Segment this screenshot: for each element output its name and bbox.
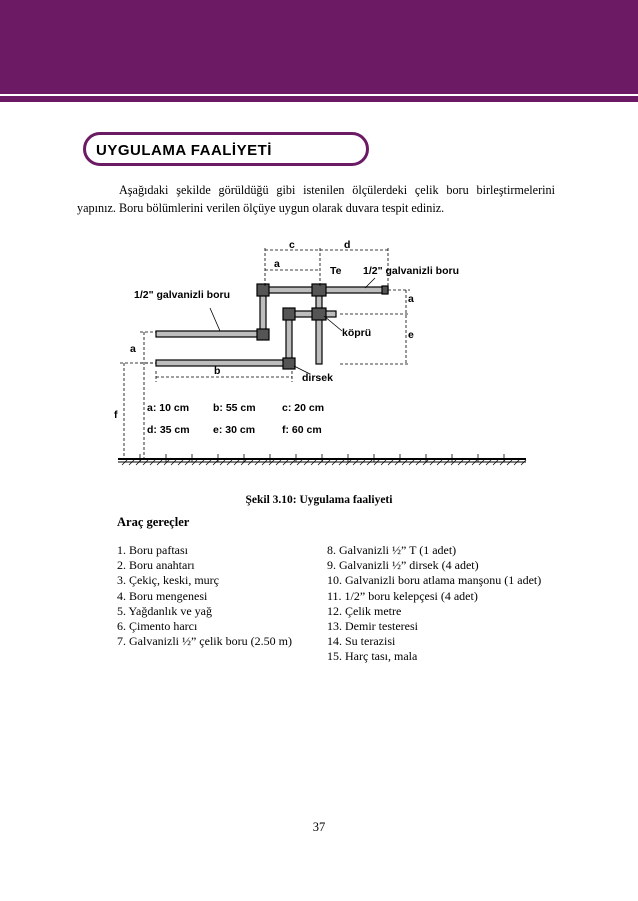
intro-paragraph (77, 181, 555, 217)
list-item: 10. Galvanizli boru atlama manşonu (1 adet) (327, 573, 542, 588)
label-dim-d: d (344, 239, 351, 251)
list-item: 8. Galvanizli ½” T (1 adet) (327, 543, 457, 557)
header-band (0, 0, 638, 94)
list-item: 4. Boru mengenesi (117, 588, 208, 603)
list-item: 15. Harç tası, mala (327, 649, 418, 664)
list-item: 2. Boru anahtarı (117, 558, 195, 573)
list-item: 9. Galvanizli ½” dirsek (4 adet) (327, 558, 479, 573)
measurement-d: d: 35 cm (147, 424, 190, 436)
list-item: 12. Çelik metre (327, 603, 402, 618)
list-item: 5. Yağdanlık ve yağ (117, 603, 212, 618)
list-item: 13. Demir testeresi (327, 619, 418, 634)
list-item: 1. Boru paftası (117, 543, 188, 557)
measurement-e: e: 30 cm (213, 424, 256, 436)
label-pipe-left: 1/2" galvanizli boru (134, 289, 231, 301)
figure-caption: Şekil 3.10: Uygulama faaliyeti (245, 494, 393, 506)
label-dim-a-right: a (408, 293, 414, 305)
tools-list-right (327, 543, 541, 665)
label-bridge: köprü (342, 327, 372, 339)
pipe-figure (110, 236, 530, 474)
measurement-c: c: 20 cm (282, 402, 325, 414)
label-dim-b: b (214, 365, 221, 377)
page-number: 37 (312, 820, 326, 834)
label-dim-e: e (408, 329, 414, 341)
tools-title: Araç gereçler (117, 515, 190, 529)
list-item: 7. Galvanizli ½” çelik boru (2.50 m) (117, 634, 292, 649)
activity-title: UYGULAMA FAALİYETİ (96, 142, 272, 159)
list-item: 6. Çimento harcı (117, 619, 198, 634)
label-pipe-right: 1/2" galvanizli boru (363, 265, 460, 277)
intro-line-2: yapınız. Boru bölümlerini verilen ölçüye uygun olarak duvara tespit ediniz. (77, 201, 445, 215)
list-item: 14. Su terazisi (327, 634, 396, 649)
ground (118, 454, 526, 465)
measurement-list (147, 402, 324, 436)
measurement-b: b: 55 cm (213, 402, 256, 414)
list-item: 11. 1/2” boru kelepçesi (4 adet) (327, 588, 478, 603)
tools-list-left (117, 543, 292, 649)
label-dim-a-left: a (130, 343, 136, 355)
label-dim-c: c (289, 239, 295, 251)
label-dim-f: f (114, 409, 118, 421)
intro-line-1: Aşağıdaki şekilde görüldüğü gibi istenilen ölçülerdeki çelik boru birleştirmelerini (119, 183, 555, 197)
label-tee: Te (330, 265, 342, 277)
list-item: 3. Çekiç, keski, murç (117, 573, 219, 588)
measurement-f: f: 60 cm (282, 424, 322, 436)
label-dim-a-top: a (274, 258, 280, 270)
header-rule (0, 96, 638, 102)
measurement-a: a: 10 cm (147, 402, 190, 414)
label-elbow: dirsek (302, 372, 333, 384)
